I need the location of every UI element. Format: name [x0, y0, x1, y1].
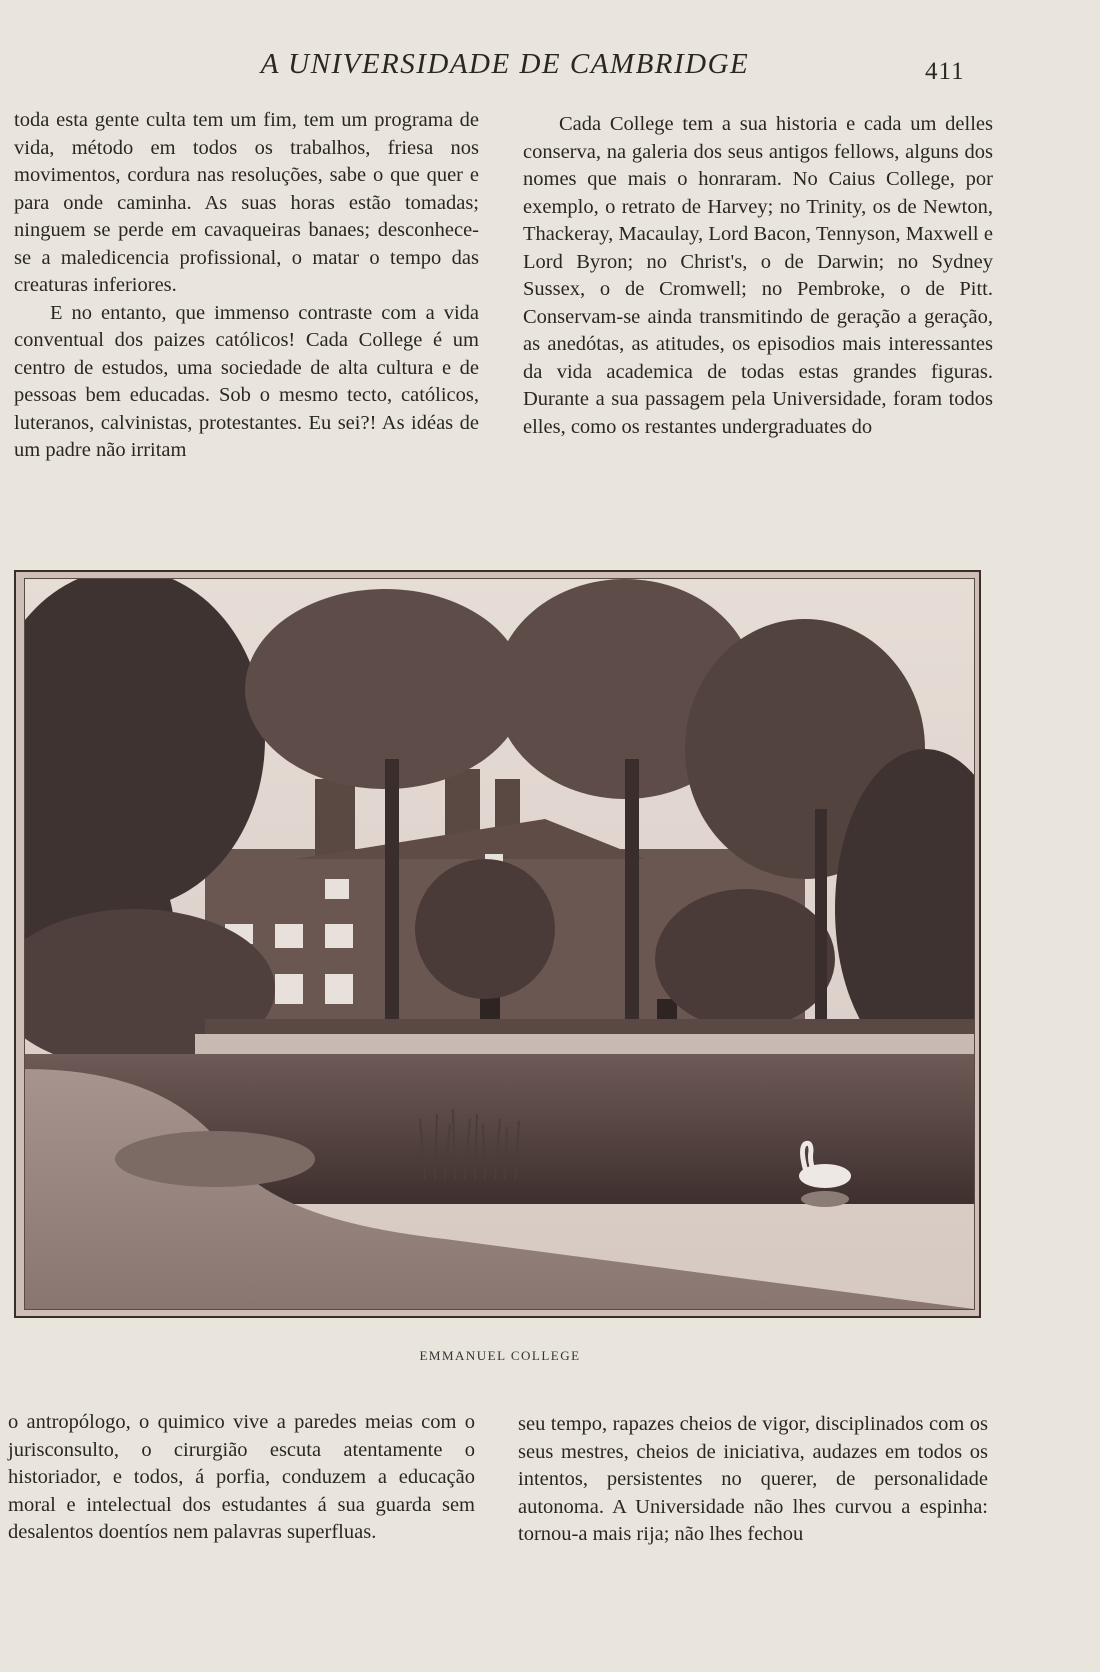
- paragraph: o antropólogo, o quimico vive a paredes meias com o jurisconsulto, o cirurgião escuta atentamente o historiador, e todos, á porfia, conduzem a educação moral e intelectual dos estudantes á sua guarda sem desalentos doentíos nem palavras superfluas.: [8, 1411, 475, 1543]
- photo-frame: [24, 578, 975, 1310]
- photo-illustration: [25, 579, 974, 1309]
- column-top-left: [14, 107, 479, 465]
- column-bottom-right: [518, 1411, 988, 1549]
- column-top-right: [523, 111, 993, 441]
- page-number: 411: [925, 58, 965, 85]
- running-title: A UNIVERSIDADE DE CAMBRIDGE: [260, 48, 750, 80]
- flower-bed: [115, 1131, 315, 1187]
- paragraph: seu tempo, rapazes cheios de vigor, disciplinados com os seus mestres, cheios de iniciativa, audazes em todos os intentos, persistentes no querer, de personalidade autonoma. A Universidade não lhes curvou a espinha: tornou-a mais rija; não lhes fechou: [518, 1413, 988, 1545]
- paragraph: Cada College tem a sua historia e cada um delles conserva, na galeria dos seus antigos fellows, alguns dos nomes que mais o honraram. No Caius College, por exemplo, o retrato de Harvey; no Trinity, os de Newton, Thackeray, Macaulay, Lord Bacon, Tennyson, Maxwell e Lord Byron; no Christ's, o de Darwin; no Sydney Sussex, o de Cromwell; no Pembroke, o de Pitt. Conservam-se ainda transmitindo de geração a geração, as anedótas, as atitudes, os episodios mais interessantes da vida academica de todas estas grandes figuras. Durante a sua passagem pela Universidade, foram todos elles, como os restantes undergraduates do: [523, 113, 993, 438]
- photograph-emmanuel-college: [14, 570, 981, 1318]
- paragraph: toda esta gente culta tem um fim, tem um programa de vida, método em todos os trabalhos, friesa nos movimentos, cordura nas resoluções, sabe o que quer e para onde caminha. As suas horas estão tomadas; ninguem se perde em cavaqueiras banaes; desconhece-se a maledicencia profissional, o matar o tempo das creaturas inferiores.: [14, 109, 479, 296]
- column-bottom-left: [8, 1409, 475, 1547]
- figure-caption: EMMANUEL COLLEGE: [419, 1348, 581, 1363]
- paragraph: E no entanto, que immenso contraste com a vida conventual dos paizes católicos! Cada College é um centro de estudos, uma sociedade de alta cultura e de pessoas bem educadas. Sob o mesmo tecto, católicos, luteranos, calvinistas, protestantes. Eu sei?! As idéas de um padre não irritam: [14, 301, 479, 461]
